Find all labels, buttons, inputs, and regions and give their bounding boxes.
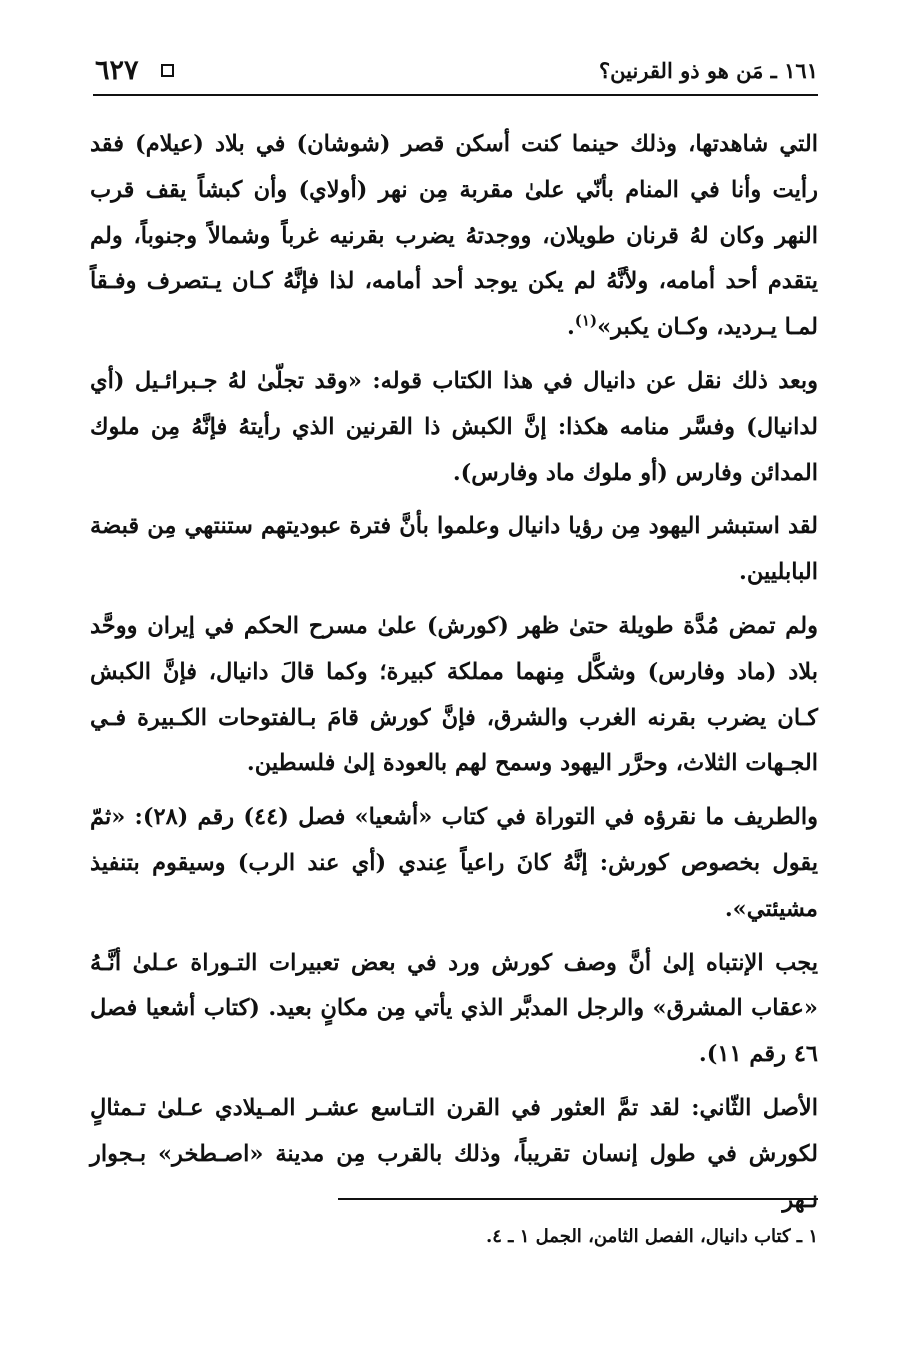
footnote: ١ ـ كتاب دانيال، الفصل الثامن، الجمل ١ ـ ٤. (485, 1226, 818, 1247)
main-text (90, 122, 818, 1231)
paragraph: يجب الإنتباه إلىٰ أنَّ وصف كورش ورد في بعض تعبيرات التـوراة عـلىٰ أنَّـهُ «عقاب المشرق» والرجل المدبَّر الذي يأتي مِن مكانٍ بعيد. (كتاب أشعيا فصل ٤٦ رقم ١١). (90, 949, 818, 1068)
footnote-divider (338, 1198, 818, 1200)
paragraph: ولم تمض مُدَّة طويلة حتىٰ ظهر (كورش) علىٰ مسرح الحكم في إيران ووحَّد بلاد (ماد وفارس) وشكَّل مِنهما مملكة كبيرة؛ وكما قالَ دانيال، فإنَّ الكبش كـان يضرب بقرنه الغرب والشرق، فإنَّ كورش قامَ بـالفتوحات الكـبيرة فـي الجـهات الثلاث، وحرَّر اليهود وسمح لهم بالعودة إلىٰ فلسطين. (90, 612, 818, 777)
page-number: ٦٢٧ (95, 54, 139, 86)
page-header (95, 50, 818, 90)
header-divider (93, 94, 818, 96)
paragraph (90, 122, 818, 351)
paragraph: لقد استبشر اليهود مِن رؤيا دانيال وعلموا بأنَّ فترة عبوديتهم ستنتهي مِن قبضة البابليين. (90, 513, 818, 586)
paragraph-text: التي شاهدتها، وذلك حينما كنت أسكن قصر (شوشان) في بلاد (عيلام) فقد رأيت وأنا في المنام بأنّي علىٰ مقربة مِن نهر (أولاي) وأن كبشاً يقف قرب النهر وكان لهُ قرنان طويلان، ووجدتهُ يضرب بقرنيه غرباً وشمالاً وجنوباً، ولم يتقدم أحد أمامه، ولأنَّهُ لم يكن يوجد أحد أمامه، لذا فإنَّهُ كـان يـتصرف وفـقاً لمـا يـرديد، وكـان يكبر» (90, 131, 818, 341)
paragraph: والطريف ما نقرؤه في التوراة في كتاب «أشعيا» فصل (٤٤) رقم (٢٨): «ثمّ يقول بخصوص كورش: إنَّهُ كانَ راعياً عِندي (أي عند الرب) وسيقوم بتنفيذ مشيئتي». (90, 804, 818, 922)
page-number-group (95, 55, 174, 86)
chapter-title: ١٦١ ـ مَن هو ذو القرنين؟ (599, 57, 818, 83)
paragraph-tail: . (566, 314, 575, 341)
footnote-reference: (١) (574, 311, 598, 330)
paragraph: وبعد ذلك نقل عن دانيال في هذا الكتاب قوله: «وقد تجلّىٰ لهُ جـبرائـيل (أي لدانيال) وفسَّر منامه هكذا: إنَّ الكبش ذا القرنين الذي رأيتهُ فإنَّهُ مِن ملوك المدائن وفارس (أو ملوك ماد وفارس). (90, 367, 818, 486)
paragraph: الأصل الثّاني: لقد تمَّ العثور في القرن التـاسع عشـر المـيلادي عـلىٰ تـمثالٍ لكورش في طول إنسان تقريباً، وذلك بالقرب مِن مدينة «اصـطخر» بـجوار نـهر (90, 1094, 818, 1213)
square-separator-icon (161, 64, 174, 77)
